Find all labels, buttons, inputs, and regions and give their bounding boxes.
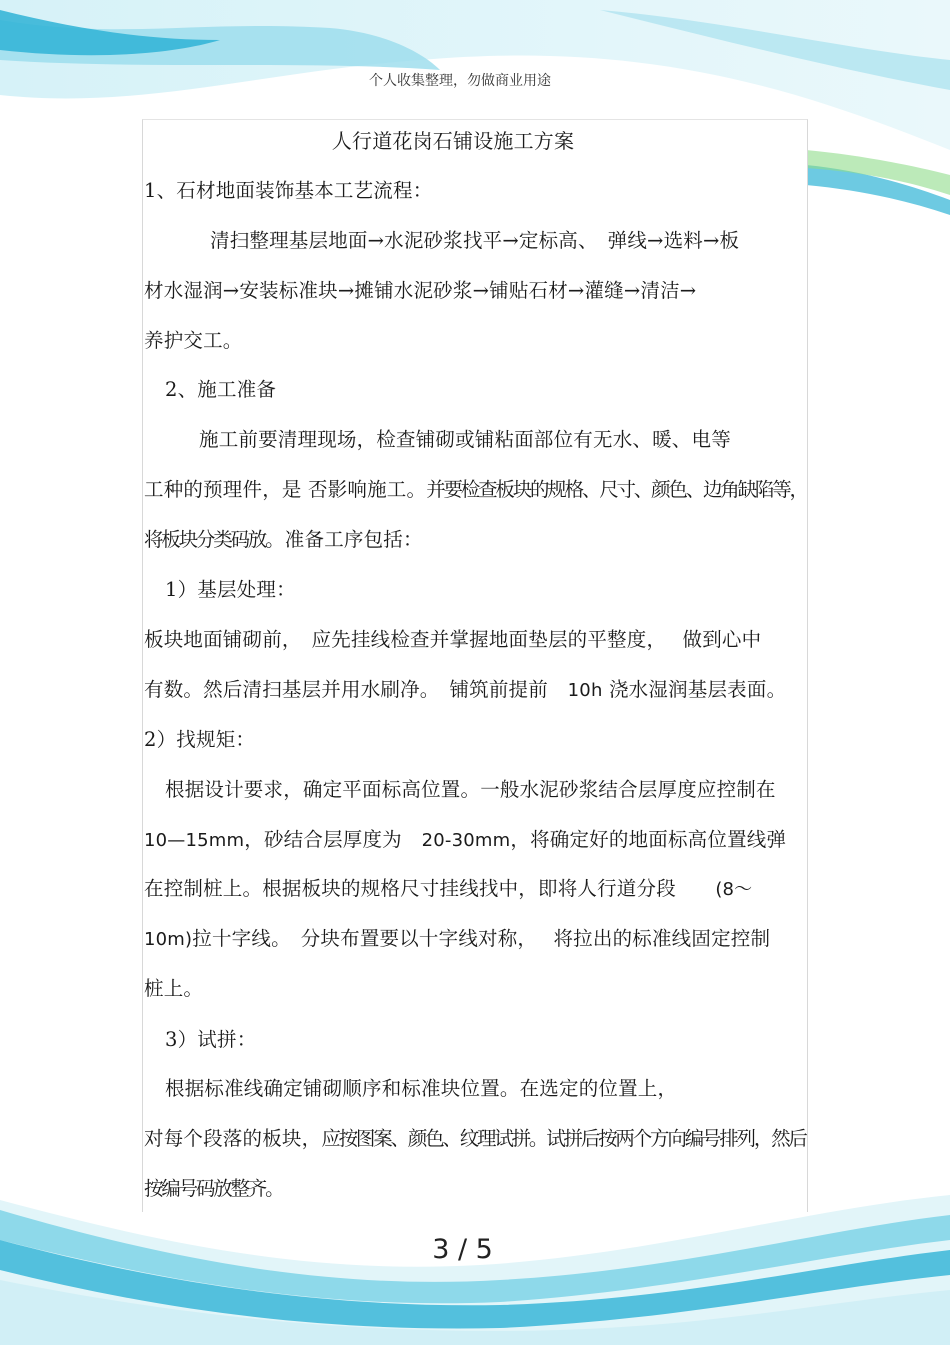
paragraph-line [144, 1126, 806, 1152]
text-span: 10—15mm [144, 830, 245, 851]
paragraph-line: 桩上。 [144, 977, 204, 1000]
paragraph-line [144, 477, 807, 503]
paragraph-line [144, 876, 752, 903]
text-span: 10m) [144, 929, 193, 950]
text-span: 有数。然后清扫基层并用水刷净。 铺筑前提前 [144, 678, 568, 701]
document-title: 人行道花岗石铺设施工方案 [331, 129, 575, 153]
paragraph-line: 施工前要清理现场，检查铺砌或铺粘面部位有无水、暖、电等 [199, 428, 731, 451]
paragraph-line: 清扫整理基层地面→水泥砂浆找平→定标高、 弹线→选料→板 [210, 229, 740, 252]
text-span: 并要检查板块的规格、尺寸、颜色、边角缺陷等， [426, 478, 807, 501]
paragraph-line [144, 926, 770, 953]
text-span: 。准备工序包括： [265, 528, 423, 551]
text-span: 10h [567, 680, 603, 701]
paragraph-line: 按编号码放整齐。 [144, 1177, 283, 1200]
text-span: ，砂结合层厚度为 [244, 828, 422, 851]
paragraph-line: 材水湿润→安装标准块→摊铺水泥砂浆→铺贴石材→灌缝→清洁→ [144, 279, 697, 302]
text-span: 应按图案、颜色、纹理试拼。试拼后按两个方向编号排列，然后 [321, 1127, 806, 1150]
page-number: 3 / 5 [432, 1234, 493, 1265]
subsection-heading: 2）找规矩： [144, 728, 256, 751]
paragraph-line: 1、石材地面装饰基本工艺流程： [144, 179, 433, 202]
paragraph-line: 板块地面铺砌前， 应先挂线检查并掌握地面垫层的平整度， 做到心中 [144, 628, 762, 651]
section-heading: 2、施工准备 [165, 378, 277, 401]
text-span: 20-30mm [421, 830, 511, 851]
subsection-heading: 3）试拼： [165, 1028, 257, 1051]
text-span: 将板块分类码放 [144, 528, 266, 551]
text-span: 工种的预理件，是 否影响施工。 [144, 478, 427, 501]
paragraph-line [144, 827, 786, 854]
paragraph-line: 养护交工。 [144, 329, 243, 352]
header-watermark-note: 个人收集整理，勿做商业用途 [369, 73, 551, 89]
text-span: (8～ [715, 879, 753, 900]
subsection-heading: 1）基层处理： [165, 578, 296, 601]
text-span: ，将确定好的地面标高位置线弹 [510, 828, 787, 851]
paragraph-line [144, 677, 786, 704]
paragraph-line: 根据标准线确定铺砌顺序和标准块位置。在选定的位置上， [165, 1077, 678, 1100]
text-span: 对每个段落的板块， [144, 1127, 322, 1150]
text-span: 拉十字线。 分块布置要以十字线对称， 将拉出的标准线固定控制 [192, 927, 771, 950]
paragraph-line: 根据设计要求，确定平面标高位置。一般水泥砂浆结合层厚度应控制在 [165, 778, 776, 801]
text-span: 在控制桩上。根据板块的规格尺寸挂线找中，即将人行道分段 [144, 877, 716, 900]
text-span: 浇水湿润基层表面。 [602, 678, 787, 701]
paragraph-line [144, 527, 423, 553]
